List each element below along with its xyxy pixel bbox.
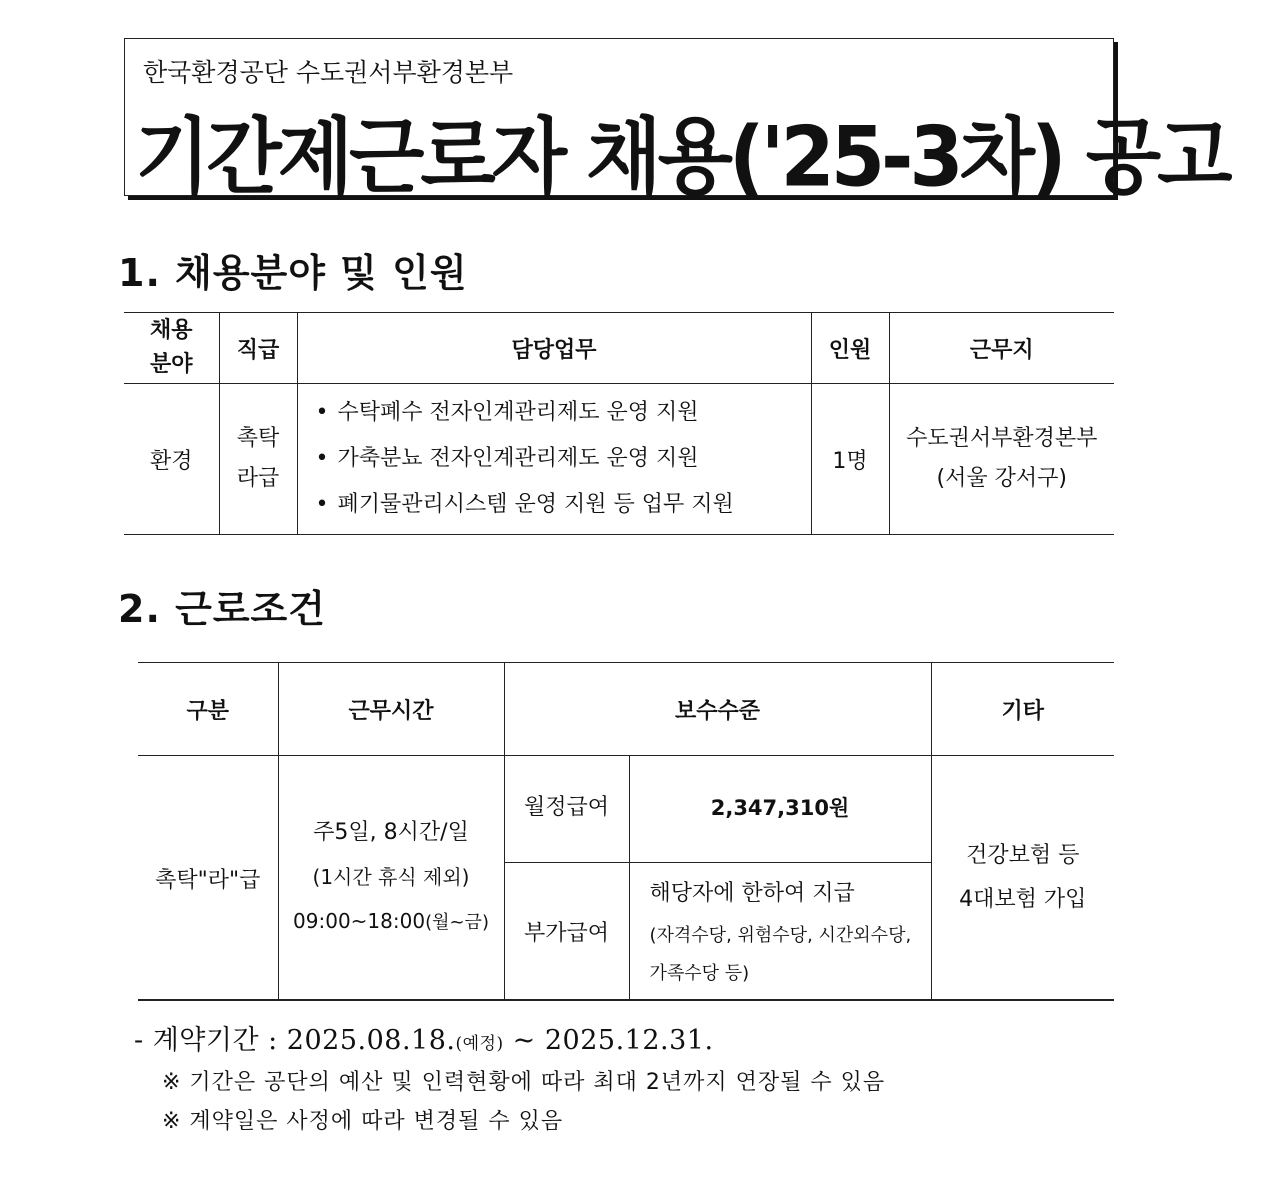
table-header-row bbox=[138, 663, 1114, 756]
notes-section bbox=[134, 1018, 885, 1135]
table-header-row bbox=[124, 313, 1114, 384]
table-row bbox=[138, 756, 1114, 863]
monthly-pay-value: 2,347,310원 bbox=[629, 756, 931, 863]
note-change: ※ 계약일은 사정에 따라 변경될 수 있음 bbox=[162, 1109, 564, 1134]
column-header-other: 기타 bbox=[931, 663, 1114, 756]
section-heading-conditions: 2. 근로조건 bbox=[118, 587, 326, 631]
conditions-table-bottom-rule bbox=[138, 999, 1114, 1000]
hours-days: (월~금) bbox=[425, 912, 489, 933]
extra-pay-value bbox=[629, 863, 931, 1001]
section-heading-recruitment: 1. 채용분야 및 인원 bbox=[118, 251, 468, 295]
monthly-pay-label: 월정급여 bbox=[504, 756, 629, 863]
hours-line2: (1시간 휴식 제외) bbox=[312, 865, 470, 889]
table-row bbox=[124, 384, 1114, 535]
column-header-location: 근무지 bbox=[889, 313, 1114, 384]
title-box bbox=[124, 38, 1229, 206]
location-cell bbox=[889, 384, 1114, 535]
hours-time: 09:00~18:00 bbox=[293, 909, 426, 933]
extra-pay-detail-line1: (자격수당, 위험수당, 시간외수당, bbox=[649, 924, 912, 946]
extra-pay-text: 해당자에 한하여 지급 bbox=[649, 880, 855, 906]
other-cell bbox=[931, 756, 1114, 1001]
page-title: 기간제근로자 채용('25-3차) 공고 bbox=[135, 110, 1229, 206]
contract-start: - 계약기간 : 2025.08.18. bbox=[134, 1025, 456, 1056]
column-header-duties: 담당업무 bbox=[297, 313, 811, 384]
other-line2: 4대보험 가입 bbox=[959, 887, 1087, 912]
other-line1: 건강보험 등 bbox=[966, 843, 1080, 868]
list-item: • 폐기물관리시스템 운영 지원 등 업무 지원 bbox=[316, 482, 811, 528]
list-item: • 가축분뇨 전자인계관리제도 운영 지원 bbox=[316, 436, 811, 482]
organization-name: 한국환경공단 수도권서부환경본부 bbox=[143, 58, 514, 87]
hours-line1: 주5일, 8시간/일 bbox=[313, 820, 469, 845]
extra-pay-detail-line2: 가족수당 등) bbox=[649, 962, 750, 984]
headcount-cell: 1명 bbox=[811, 384, 889, 535]
contract-tentative: (예정) bbox=[455, 1034, 504, 1054]
location-line2: (서울 강서구) bbox=[936, 466, 1067, 491]
duties-cell bbox=[297, 384, 811, 535]
note-extension: ※ 기간은 공단의 예산 및 인력현황에 따라 최대 2년까지 연장될 수 있음 bbox=[162, 1070, 886, 1095]
category-cell: 촉탁"라"급 bbox=[138, 756, 278, 1001]
contract-period bbox=[134, 1018, 885, 1057]
recruitment-table bbox=[124, 312, 1114, 535]
grade-line1: 촉탁 bbox=[236, 426, 280, 451]
column-header-grade: 직급 bbox=[219, 313, 297, 384]
column-header-hours: 근무시간 bbox=[278, 663, 504, 756]
hours-line3 bbox=[279, 899, 504, 945]
duties-list bbox=[316, 390, 811, 528]
grade-cell bbox=[219, 384, 297, 535]
column-header-field bbox=[124, 313, 219, 384]
list-item: • 수탁폐수 전자인계관리제도 운영 지원 bbox=[316, 390, 811, 436]
column-header-category: 구분 bbox=[138, 663, 278, 756]
hours-cell bbox=[278, 756, 504, 1001]
column-header-field-line1: 채용 bbox=[149, 318, 193, 343]
location-line1: 수도권서부환경본부 bbox=[906, 426, 1098, 451]
contract-end: ~ 2025.12.31. bbox=[503, 1025, 714, 1056]
field-cell: 환경 bbox=[124, 384, 219, 535]
conditions-table bbox=[138, 662, 1114, 1001]
column-header-field-line2: 분야 bbox=[149, 352, 193, 377]
column-header-pay: 보수수준 bbox=[504, 663, 931, 756]
grade-line2: 라급 bbox=[236, 466, 280, 491]
column-header-headcount: 인원 bbox=[811, 313, 889, 384]
extra-pay-label: 부가급여 bbox=[504, 863, 629, 1001]
